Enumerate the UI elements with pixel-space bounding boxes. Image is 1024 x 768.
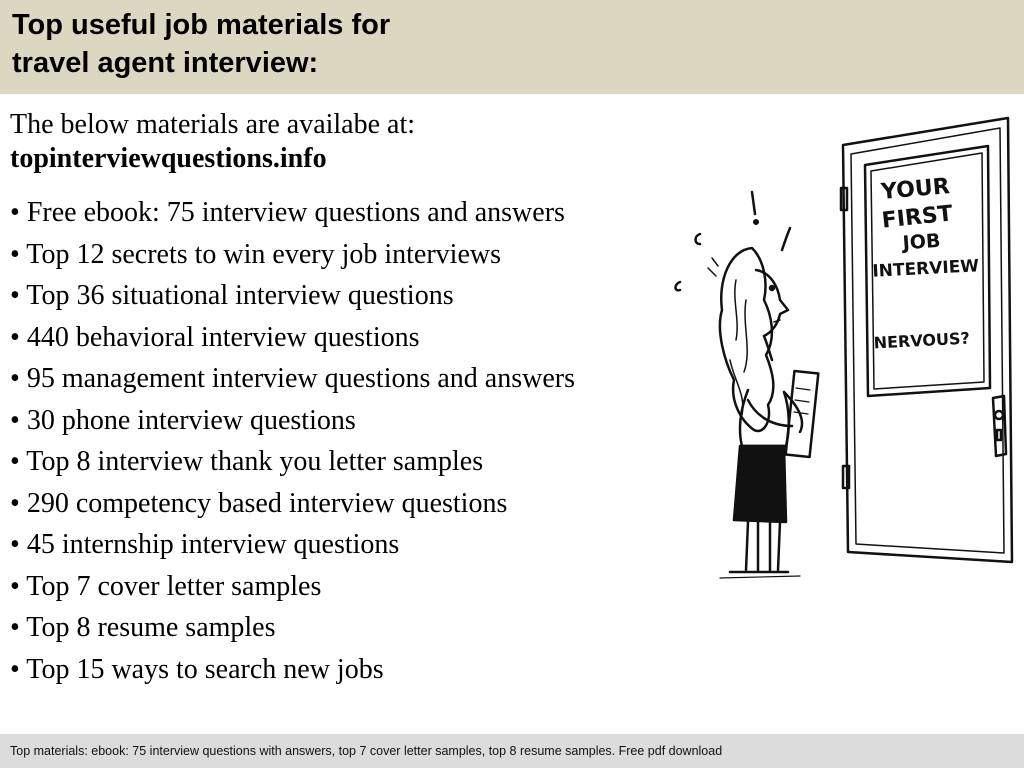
- door-knob: [993, 396, 1006, 456]
- page-title: [12, 6, 390, 82]
- page-title-line-1: Top useful job materials for: [12, 9, 391, 41]
- list-item: • Top 15 ways to search new jobs: [10, 653, 650, 686]
- nervous-interview-cartoon: [660, 110, 1024, 590]
- intro: [10, 108, 650, 176]
- list-item: • 95 management interview questions and answers: [10, 362, 650, 395]
- footer: [0, 734, 1024, 768]
- list-item: • 290 competency based interview questions: [10, 487, 650, 520]
- page-title-line-2: travel agent interview:: [12, 47, 319, 79]
- sign-line-4: INTERVIEW: [871, 256, 980, 282]
- list-item: • Top 8 interview thank you letter samples: [10, 445, 650, 478]
- nervous-marks: [676, 192, 791, 290]
- list-item: • Top 8 resume samples: [10, 611, 650, 644]
- footer-text: Top materials: ebook: 75 interview questions with answers, top 7 cover letter samples, top 8 resume samples. Free pdf download: [10, 744, 723, 758]
- materials-list: [10, 196, 650, 694]
- list-item: • Top 36 situational interview questions: [10, 279, 650, 312]
- site-link[interactable]: topinterviewquestions.info: [10, 143, 327, 174]
- list-item: • 30 phone interview questions: [10, 404, 650, 437]
- sign-line-2: FIRST: [880, 201, 954, 234]
- list-item: • Free ebook: 75 interview questions and answers: [10, 196, 650, 229]
- intro-text: The below materials are availabe at:: [10, 109, 416, 140]
- sign-line-1: YOUR: [880, 174, 951, 205]
- title-bar: [0, 0, 1024, 94]
- sign-line-3: JOB: [902, 229, 942, 255]
- sign-line-5: NERVOUS?: [873, 328, 971, 353]
- list-item: • Top 12 secrets to win every job interviews: [10, 238, 650, 271]
- woman-figure: [720, 248, 818, 578]
- list-item: • 440 behavioral interview questions: [10, 321, 650, 354]
- list-item: • Top 7 cover letter samples: [10, 570, 650, 603]
- list-item: • 45 internship interview questions: [10, 528, 650, 561]
